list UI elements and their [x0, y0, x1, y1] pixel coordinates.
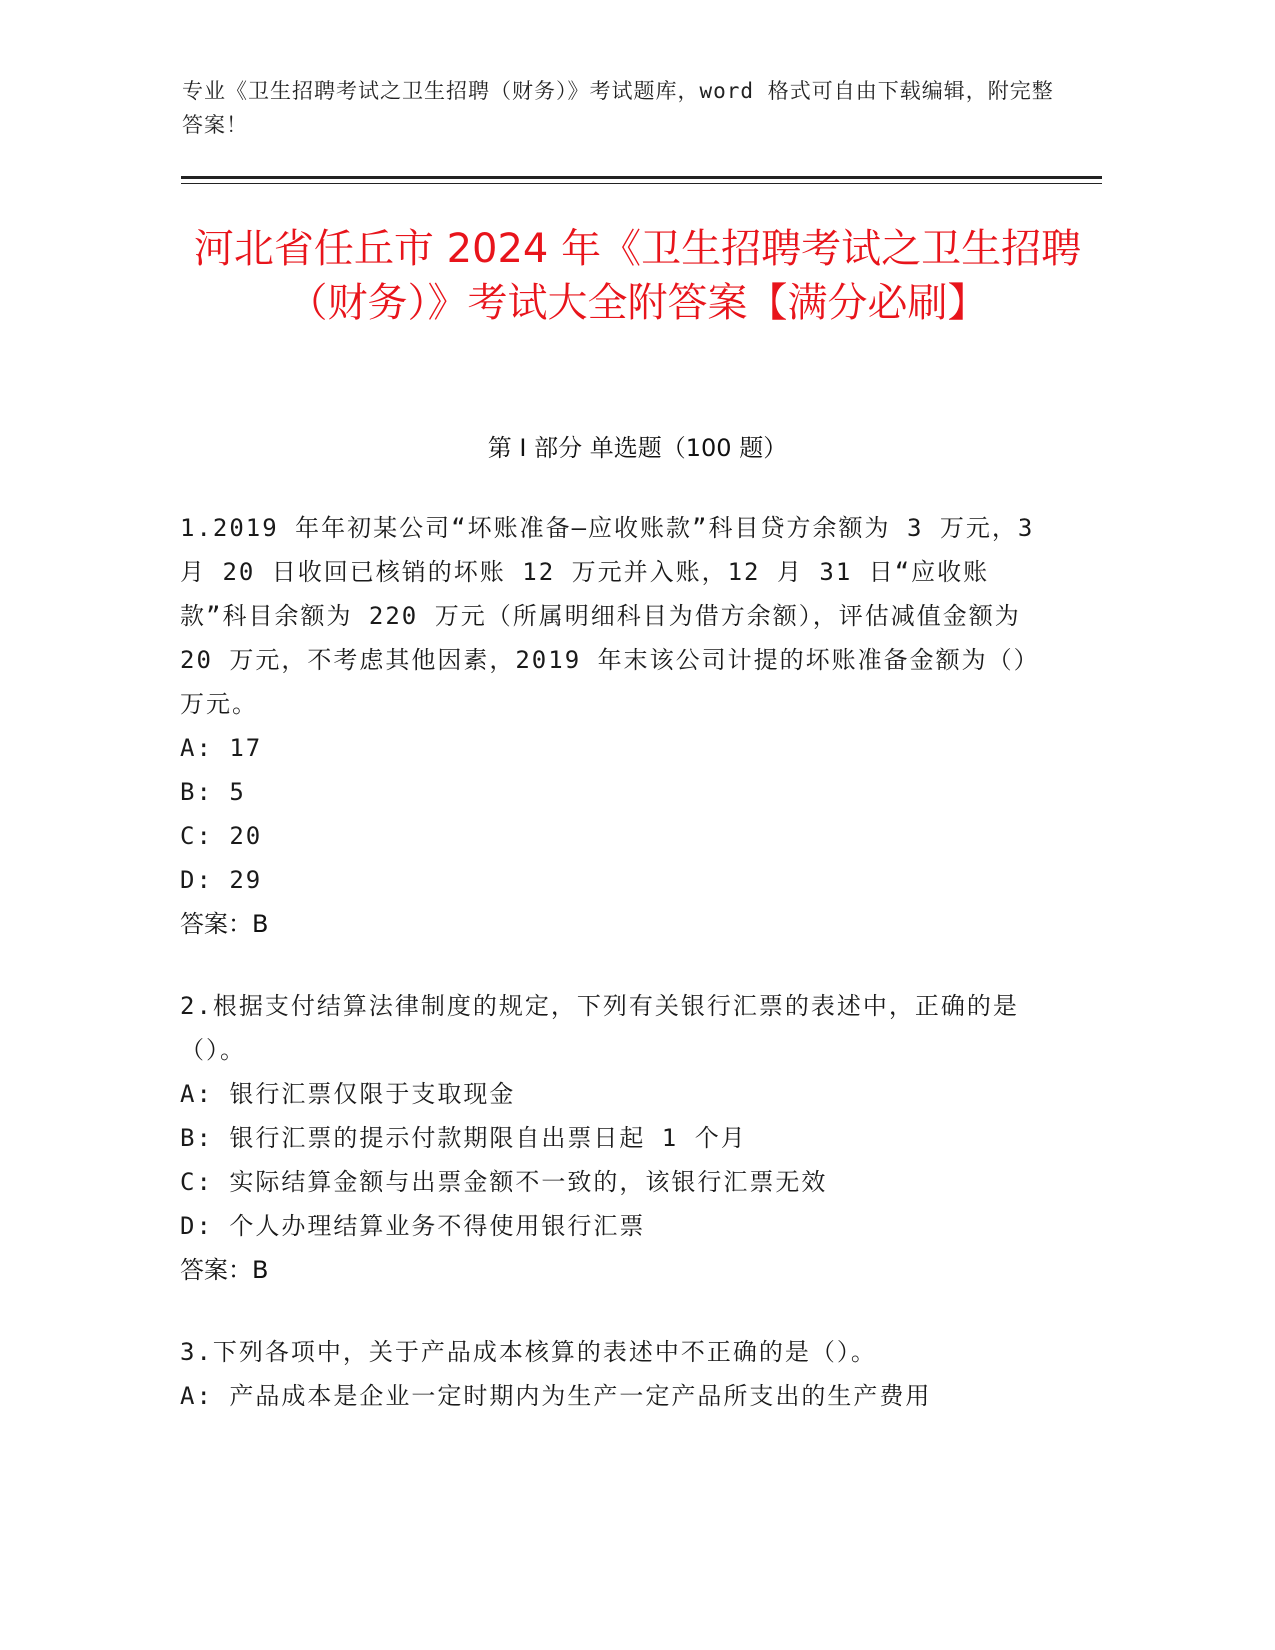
header-divider-thin — [181, 183, 1102, 184]
answer-line: 答案：B — [180, 910, 269, 938]
option-d: D: 个人办理结算业务不得使用银行汇票 — [180, 1212, 646, 1240]
option-b: B: 银行汇票的提示付款期限自出票日起 1 个月 — [180, 1124, 747, 1152]
question-stem: 1.2019 年年初某公司“坏账准备—应收账款”科目贷方余额为 3 万元，3 月 20 日收回已核销的坏账 12 万元并入账，12 月 31 日“应收账款”科目余额为 220 万元（所属明细科目为借方余额），评估减值金额为 20 万元，不考虑其他因素，2019 年末该公司计提的坏账准备金额为（）万元。 — [180, 514, 1040, 718]
header-divider-thick — [181, 176, 1102, 179]
section-heading: 第 I 部分 单选题（100 题） — [487, 434, 788, 462]
question-3 — [180, 1330, 1050, 1418]
question-list — [180, 506, 1050, 1456]
option-a: A: 产品成本是企业一定时期内为生产一定产品所支出的生产费用 — [180, 1382, 932, 1410]
option-a: A: 17 — [180, 734, 263, 762]
option-b: B: 5 — [180, 778, 246, 806]
header-note: 专业《卫生招聘考试之卫生招聘（财务）》考试题库，word 格式可自由下载编辑，附完整答案！ — [182, 79, 1054, 137]
option-c: C: 实际结算金额与出票金额不一致的，该银行汇票无效 — [180, 1168, 828, 1196]
question-2 — [180, 984, 1050, 1292]
question-stem: 3.下列各项中，关于产品成本核算的表述中不正确的是（）。 — [180, 1338, 877, 1366]
document-title: 河北省任丘市 2024 年《卫生招聘考试之卫生招聘（财务）》考试大全附答案【满分必刷】 — [193, 226, 1082, 326]
answer-line: 答案：B — [180, 1256, 269, 1284]
question-stem: 2.根据支付结算法律制度的规定，下列有关银行汇票的表述中，正确的是（）。 — [180, 992, 1019, 1064]
option-a: A: 银行汇票仅限于支取现金 — [180, 1080, 516, 1108]
option-d: D: 29 — [180, 866, 263, 894]
option-c: C: 20 — [180, 822, 263, 850]
question-1 — [180, 506, 1050, 946]
